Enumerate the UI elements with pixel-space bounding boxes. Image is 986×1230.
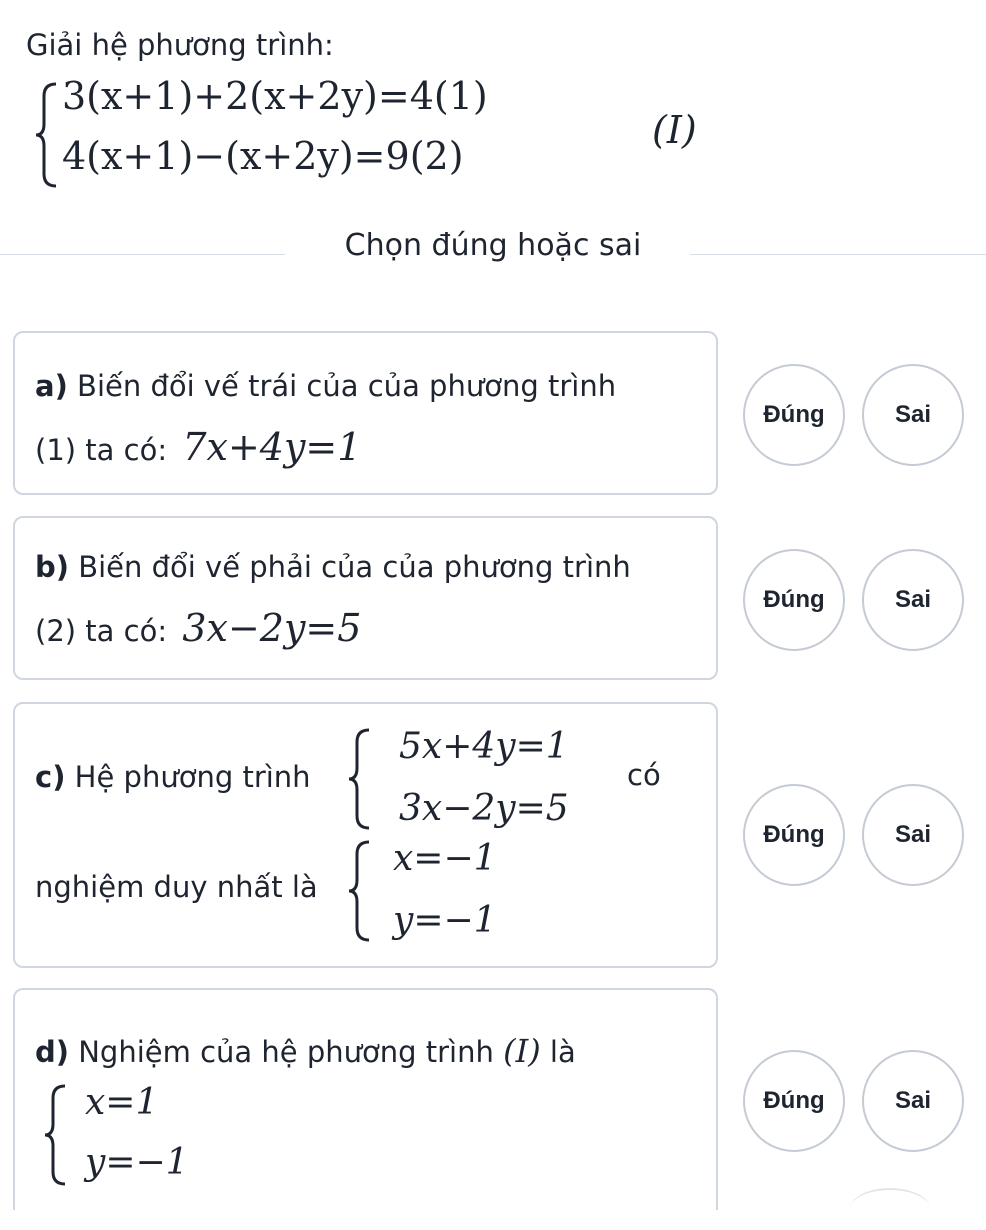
solution-d-brace-icon [41,1082,71,1188]
statement-d-line1 [35,1032,576,1070]
statement-a-math: 7x+4y=1 [182,425,362,469]
equation-1: 3(x+1)+2(x+2y)=4(1) [62,74,488,118]
statement-c-letter: c) [35,760,66,794]
true-button-b[interactable]: Đúng [743,549,845,651]
statement-b-math: 3x−2y=5 [182,606,362,650]
statement-card-c [13,702,718,968]
statement-a-letter: a) [35,369,68,403]
statement-card-b [13,516,718,680]
system-c-eq1: 5x+4y=1 [399,726,569,767]
false-button-c[interactable]: Sai [862,784,964,886]
true-button-a[interactable]: Đúng [743,364,845,466]
statement-card-d [13,988,718,1210]
false-button-d[interactable]: Sai [862,1050,964,1152]
statement-d-letter: d) [35,1035,70,1069]
question-prompt: Giải hệ phương trình: [26,28,334,62]
statement-b-prefix: (2) ta có: [35,614,168,648]
statement-b-letter: b) [35,550,70,584]
solution-c-brace-icon [345,838,375,944]
statement-a-line1 [35,369,616,403]
statement-b-line2 [35,606,361,650]
statement-b-text: Biến đổi vế phải của của phương trình [78,550,631,584]
statement-d-suffix: là [549,1035,576,1069]
solution-d-y: y=−1 [85,1142,189,1183]
statement-c-line2: nghiệm duy nhất là [35,870,318,904]
instruction-heading: Chọn đúng hoặc sai [344,228,642,263]
equation-2: 4(x+1)−(x+2y)=9(2) [62,134,464,178]
solution-c-x: x=−1 [393,838,497,879]
divider-right [690,254,986,255]
statement-c-text: Hệ phương trình [74,760,311,794]
false-button-b[interactable]: Sai [862,549,964,651]
statement-d-text: Nghiệm của hệ phương trình [78,1035,494,1069]
statement-b-line1 [35,550,631,584]
statement-a-text: Biến đổi vế trái của của phương trình [77,369,617,403]
statement-c-line1 [35,760,311,794]
statement-d-label: (I) [503,1032,541,1070]
solution-d-x: x=1 [85,1082,159,1123]
system-c-brace-icon [345,726,375,832]
system-c-eq2: 3x−2y=5 [399,788,569,829]
true-button-c[interactable]: Đúng [743,784,845,886]
system-label: (I) [652,108,697,152]
statement-c-suffix: có [627,758,661,792]
true-button-d[interactable]: Đúng [743,1050,845,1152]
statement-a-line2 [35,425,361,469]
solution-c-y: y=−1 [393,900,497,941]
statement-a-prefix: (1) ta có: [35,433,168,467]
statement-card-a [13,331,718,495]
system-brace-icon [32,80,62,190]
false-button-a[interactable]: Sai [862,364,964,466]
next-button-peek [850,1188,930,1230]
